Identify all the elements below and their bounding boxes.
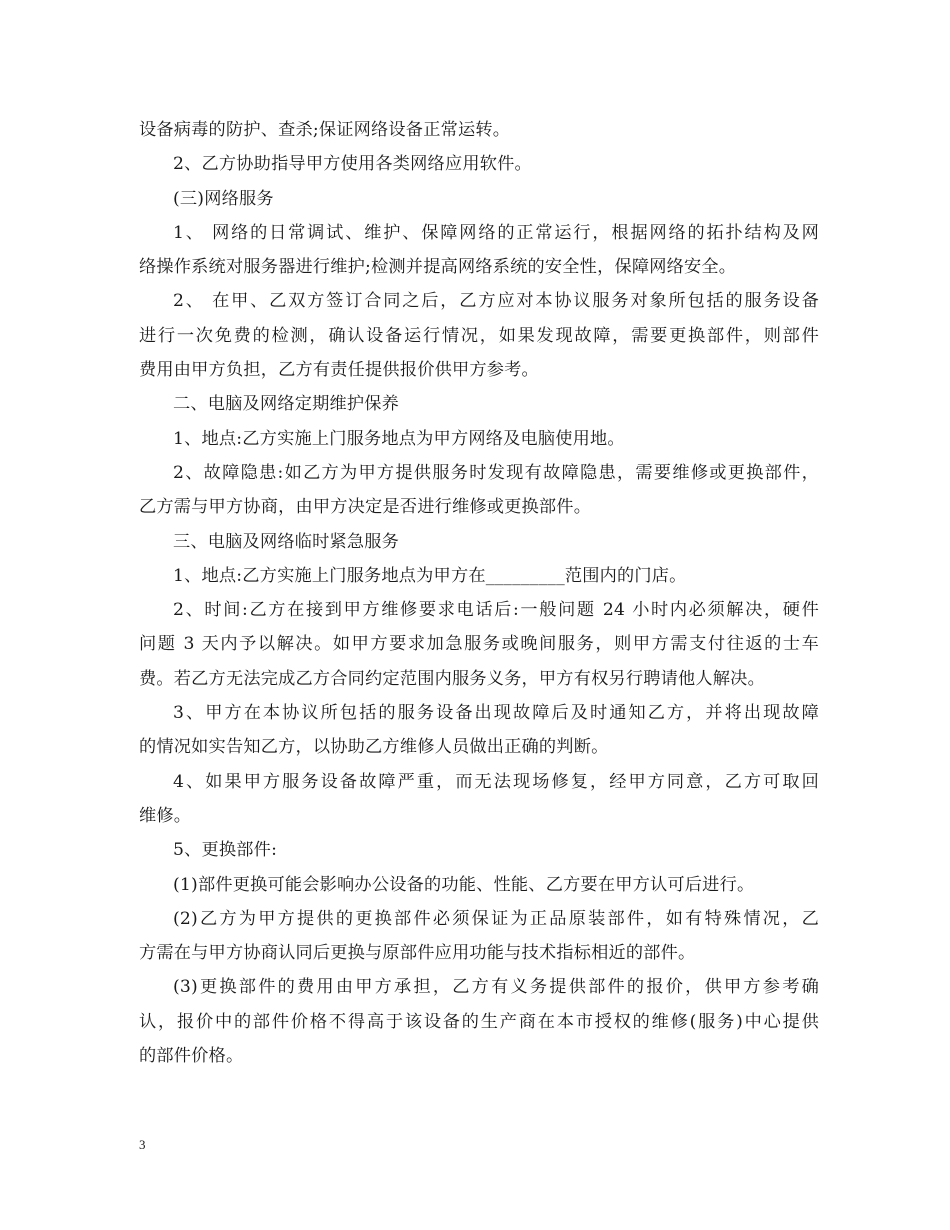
text-line: 4、如果甲方服务设备故障严重，而无法现场修复，经甲方同意，乙方可取回 [173, 771, 819, 792]
section-heading: 二、电脑及网络定期维护保养 [173, 394, 400, 415]
text-line: 2、故障隐患:如乙方为甲方提供服务时发现有故障隐患，需要维修或更换部件， [173, 462, 819, 483]
text-line: 3、甲方在本协议所包括的服务设备出现故障后及时通知乙方，并将出现故障 [173, 703, 819, 724]
text-line: 设备病毒的防护、查杀;保证网络设备正常运转。 [139, 120, 511, 140]
text-line: 的情况如实告知乙方，以协助乙方维修人员做出正确的判断。 [139, 737, 609, 758]
text-line: 的部件价格。 [139, 1046, 244, 1067]
text-line: 费。若乙方无法完成乙方合同约定范围内服务义务，甲方有权另行聘请他人解决。 [139, 668, 765, 689]
text-line: 1、 网络的日常调试、维护、保障网络的正常运行，根据网络的拓扑结构及网 [173, 222, 819, 243]
text-line: 络操作系统对服务器进行维护;检测并提高网络系统的安全性，保障网络安全。 [139, 257, 737, 278]
page-number: 3 [139, 1137, 146, 1152]
text-line: 2、乙方协助指导甲方使用各类网络应用软件。 [173, 154, 532, 175]
text-line: 2、 在甲、乙双方签订合同之后，乙方应对本协议服务对象所包括的服务设备 [173, 291, 819, 312]
text-line: (2)乙方为甲方提供的更换部件必须保证为正品原装部件，如有特殊情况，乙 [173, 908, 819, 929]
text-line: 1、地点:乙方实施上门服务地点为甲方网络及电脑使用地。 [173, 428, 625, 449]
document-body [139, 113, 819, 1073]
text-line: 认，报价中的部件价格不得高于该设备的生产商在本市授权的维修(服务)中心提供 [139, 1011, 819, 1032]
text-line: 问题 3 天内予以解决。如甲方要求加急服务或晚间服务，则甲方需支付往返的士车 [139, 634, 819, 655]
section-heading: 三、电脑及网络临时紧急服务 [173, 531, 400, 552]
text-line: 费用由甲方负担，乙方有责任提供报价供甲方参考。 [139, 360, 539, 381]
text-line: (3)更换部件的费用由甲方承担，乙方有义务提供部件的报价，供甲方参考确 [173, 977, 819, 998]
section-heading: (三)网络服务 [173, 188, 274, 209]
text-line: 2、时间:乙方在接到甲方维修要求电话后:一般问题 24 小时内必须解决，硬件 [173, 600, 819, 621]
text-line: 1、地点:乙方实施上门服务地点为甲方在_________范围内的门店。 [173, 565, 687, 586]
text-line: (1)部件更换可能会影响办公设备的功能、性能、乙方要在甲方认可后进行。 [173, 874, 755, 895]
text-line: 方需在与甲方协商认同后更换与原部件应用功能与技术指标相近的部件。 [139, 943, 696, 964]
text-line: 乙方需与甲方协商，由甲方决定是否进行维修或更换部件。 [139, 497, 592, 518]
text-line: 维修。 [139, 805, 192, 826]
text-line: 5、更换部件: [173, 840, 278, 861]
text-line: 进行一次免费的检测，确认设备运行情况，如果发现故障，需要更换部件，则部件 [139, 325, 819, 346]
